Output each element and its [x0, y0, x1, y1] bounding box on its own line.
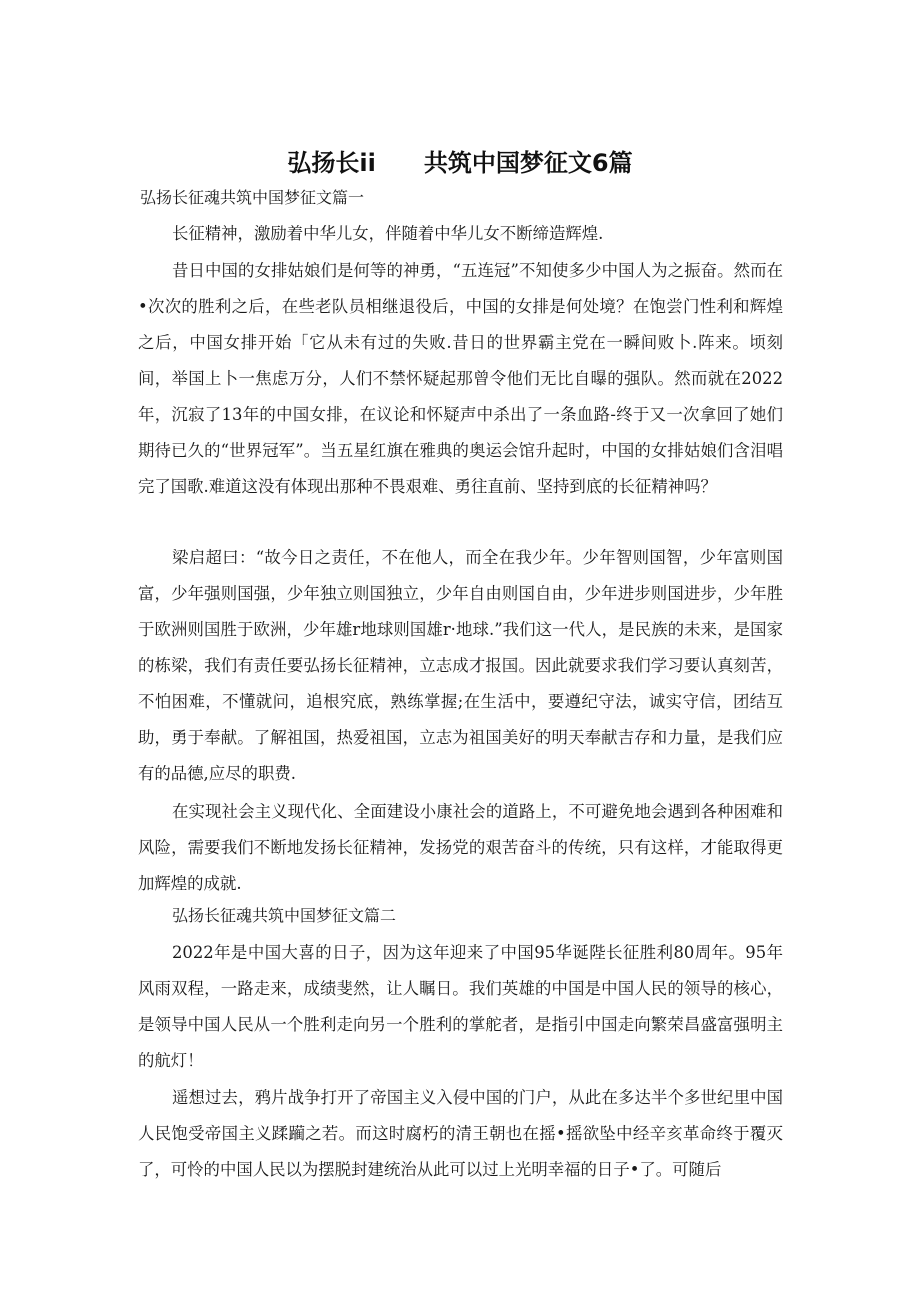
paragraph: 梁启超曰：“故今日之责任，不在他人，而全在我少年。少年智则国智，少年富则国富，少年强则国强，少年独立则国独立，少年自由则国自由，少年进步则国进步，少年胜于欧洲则国胜于欧洲，少年雄r地球则国雄r·地球.”我们这一代人，是民族的未来，是国家的栋梁，我们有责任要弘扬长征精神，立志成才报国。因此就要求我们学习要认真刻苦，不怕困难，不懂就问，追根究底，熟练掌握;在生活中，要遵纪守法，诚实守信，团结互助，勇于奉献。了解祖国，热爱祖国，立志为祖国美好的明天奉献吉存和力量，是我们应有的品德,应尽的职费. [138, 548, 783, 783]
paragraph: 遥想过去，鸦片战争打开了帝国主义入侵中国的门户，从此在多达半个多世纪里中国人民饱受帝国主义蹂躏之若。而这时腐朽的清王朝也在摇•摇欲坠中经辛亥革命终于覆灭了，可怜的中国人民以为摆脱封建统治从此可以过上光明幸福的日子•了。可随后 [138, 1088, 783, 1179]
document-title: 弘扬长ii 共筑中国梦征文6篇 [287, 149, 633, 177]
paragraph: 长征精神，激励着中华儿女，伴随着中华儿女不断缔造辉煌. [172, 224, 604, 243]
paragraph: 昔日中国的女排姑娘们是何等的神勇，“五连冠”不知使多少中国人为之振奋。然而在•次次的胜利之后，在些老队员相继退役后，中国的女排是何处境？在饱尝门性利和辉煌之后，中国女排开始「它从未有过的失败.昔日的世界霸主党在一瞬间败卜.阵来。顷刻间，举国上卜一焦虑万分，人们不禁怀疑起那曾令他们无比自曝的强队。然而就在2022年，沉寂了13年的中国女排，在议论和怀疑声中杀出了一条血路-终于又一次拿回了她们期待已久的“世界冠军”。当五星红旗在雅典的奥运会馆升起时，中国的女排姑娘们含泪唱完了国歌.难道这没有体现出那种不畏艰难、勇往直前、坚持到底的长征精神吗？ [138, 261, 783, 496]
paragraph: 2022年是中国大喜的日子，因为这年迎来了中国95华诞陛长征胜利80周年。95年风雨双程，一路走来，成绩斐然，让人瞩日。我们英雄的中国是中国人民的领导的核心，是领导中国人民从一个胜利走向另一个胜利的掌舵者，是指引中国走向繁荣昌盛富强明主的航灯！ [138, 943, 783, 1070]
section1-heading: 弘扬长征魂共筑中国梦征文篇一 [140, 188, 365, 207]
section2-heading: 弘扬长征魂共筑中国梦征文篇二 [172, 906, 397, 925]
paragraph: 在实现社会主义现代化、全面建设小康社会的道路上，不可避免地会遇到各种困难和风险，需要我们不断地发扬长征精神，发扬党的艰苦奋斗的传统，只有这样，才能取得更加辉煌的成就. [138, 802, 783, 893]
